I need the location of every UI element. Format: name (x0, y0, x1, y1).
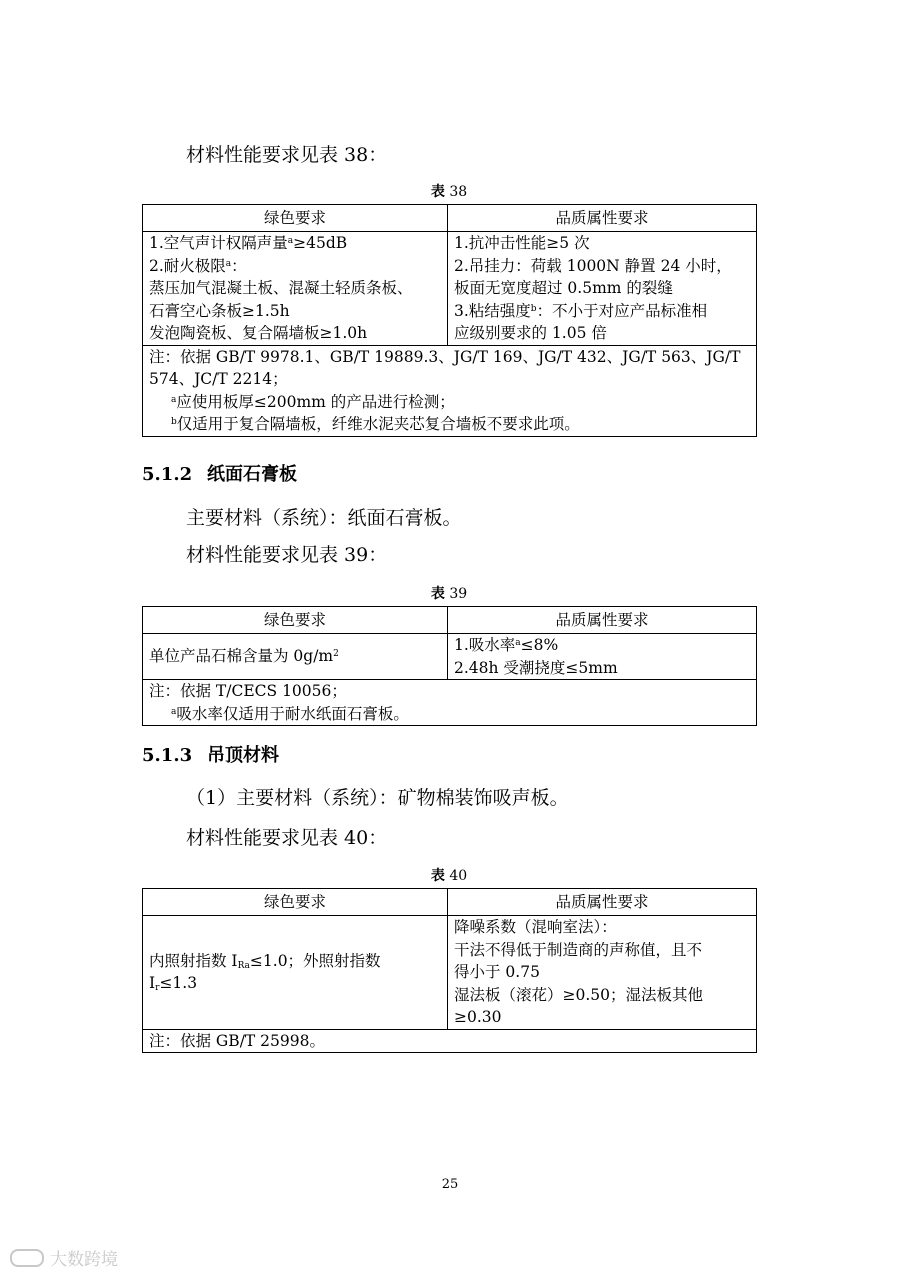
table39-quality-line1: 1.吸水率$^a$≤8% (454, 636, 559, 654)
section-heading-5-1-3 (142, 745, 279, 767)
table39 (142, 606, 757, 726)
table40-quality-cell (448, 916, 757, 1030)
table38-header-quality: 品质属性要求 (448, 205, 757, 232)
table38-note-line1: 注：依据 GB/T 9978.1、GB/T 19889.3、JG/T 169、JG/T 432、JG/T 563、JG/T (149, 347, 741, 366)
table38-caption-number: 38 (449, 184, 468, 200)
table39-header-quality: 品质属性要求 (448, 607, 757, 634)
table40-header-row (143, 889, 757, 916)
intro-paragraph-table38: 材料性能要求见表 38： (186, 144, 388, 166)
table40-quality-line5: ≥0.30 (454, 1008, 502, 1026)
table38-green-line2: 2.耐火极限$^a$： (149, 256, 247, 275)
section-number: 5.1.3 (142, 745, 193, 766)
section-title: 纸面石膏板 (207, 464, 297, 485)
table38-quality-cell (448, 232, 757, 346)
table39-caption (142, 585, 756, 603)
table38-caption (142, 183, 756, 201)
table40-header-quality: 品质属性要求 (448, 889, 757, 916)
table39-caption-label: 表 (430, 586, 445, 602)
intro-paragraph-table39: 材料性能要求见表 39： (186, 544, 388, 566)
watermark-text: 大数跨境 (50, 1250, 118, 1270)
table40-quality-line2: 干法不得低于制造商的声称值，且不 (454, 940, 703, 959)
page-number: 25 (441, 1177, 459, 1192)
table40-quality-line1: 降噪系数（混响室法）： (454, 918, 617, 936)
table40-note-cell (143, 1029, 757, 1053)
table38-note-row (143, 345, 757, 436)
table40-quality-line4: 湿法板（滚花）≥0.50；湿法板其他 (454, 985, 704, 1004)
section-number: 5.1.2 (142, 464, 193, 485)
table39-header-row (143, 607, 757, 634)
watermark (10, 1245, 118, 1270)
table40-header-green: 绿色要求 (143, 889, 448, 916)
table40-body-row (143, 916, 757, 1030)
table40-green-line1: 内照射指数 $I_{Ra}\le 1.0$；外照射指数 (149, 951, 381, 971)
table38-green-cell (143, 232, 448, 346)
table40-note-row (143, 1029, 757, 1053)
table38-header-row (143, 205, 757, 232)
paragraph-main-material-513: （1）主要材料（系统）：矿物棉装饰吸声板。 (186, 787, 569, 809)
table38-green-line3: 蒸压加气混凝土板、混凝土轻质条板、 (149, 279, 413, 297)
table38-quality-line2: 2.吊挂力：荷载 1000N 静置 24 小时， (454, 256, 732, 275)
table40-green-cell (143, 916, 448, 1030)
table38-note-footnote-b: $^b$仅适用于复合隔墙板，纤维水泥夹芯复合墙板不要求此项。 (171, 415, 580, 433)
section-heading-5-1-2 (142, 464, 297, 486)
table40 (142, 888, 757, 1053)
table40-quality-line3: 得小于 0.75 (454, 963, 540, 981)
table40-green-line2: $I_r\le 1.3$ (149, 974, 198, 994)
table39-caption-number: 39 (449, 586, 468, 602)
table39-note-line1: 注：依据 T/CECS 10056； (149, 682, 347, 700)
table39-green-line: 单位产品石棉含量为 $0g/m^2$ (149, 647, 339, 666)
table38 (142, 204, 757, 437)
section-title: 吊顶材料 (207, 745, 279, 766)
table39-quality-cell (448, 634, 757, 680)
table38-green-line1: 1.空气声计权隔声量$^a$≥45dB (149, 234, 348, 252)
table38-green-line4: 石膏空心条板≥1.5h (149, 301, 290, 320)
table38-note-footnote-a: $^a$应使用板厚≤200mm 的产品进行检测； (171, 392, 455, 411)
table38-note-line2: 574、JC/T 2214； (149, 370, 288, 388)
table40-caption-number: 40 (449, 868, 468, 884)
table40-note-line: 注：依据 GB/T 25998。 (149, 1031, 325, 1050)
table40-caption-label: 表 (430, 868, 445, 884)
table38-body-row (143, 232, 757, 346)
paragraph-main-material-512: 主要材料（系统）：纸面石膏板。 (186, 507, 462, 529)
table38-quality-line4: 3.粘结强度$^b$：不小于对应产品标准相 (454, 301, 708, 320)
table38-note-cell (143, 345, 757, 436)
table39-quality-line2: 2.48h 受潮挠度≤5mm (454, 658, 618, 677)
table39-note-footnote-a: $^a$吸水率仅适用于耐水纸面石膏板。 (171, 704, 409, 723)
intro-paragraph-table40: 材料性能要求见表 40： (186, 827, 388, 849)
table38-green-line5: 发泡陶瓷板、复合隔墙板≥1.0h (149, 324, 368, 342)
table38-quality-line3: 板面无宽度超过 0.5mm 的裂缝 (454, 279, 673, 297)
watermark-logo-icon (10, 1249, 44, 1267)
table39-body-row (143, 634, 757, 680)
table38-header-green: 绿色要求 (143, 205, 448, 232)
table39-note-row (143, 680, 757, 726)
table39-header-green: 绿色要求 (143, 607, 448, 634)
table39-green-cell (143, 634, 448, 680)
table39-note-cell (143, 680, 757, 726)
table38-caption-label: 表 (430, 184, 445, 200)
table40-caption (142, 867, 756, 885)
table38-quality-line1: 1.抗冲击性能≥5 次 (454, 234, 590, 252)
table38-quality-line5: 应级别要求的 1.05 倍 (454, 324, 607, 342)
